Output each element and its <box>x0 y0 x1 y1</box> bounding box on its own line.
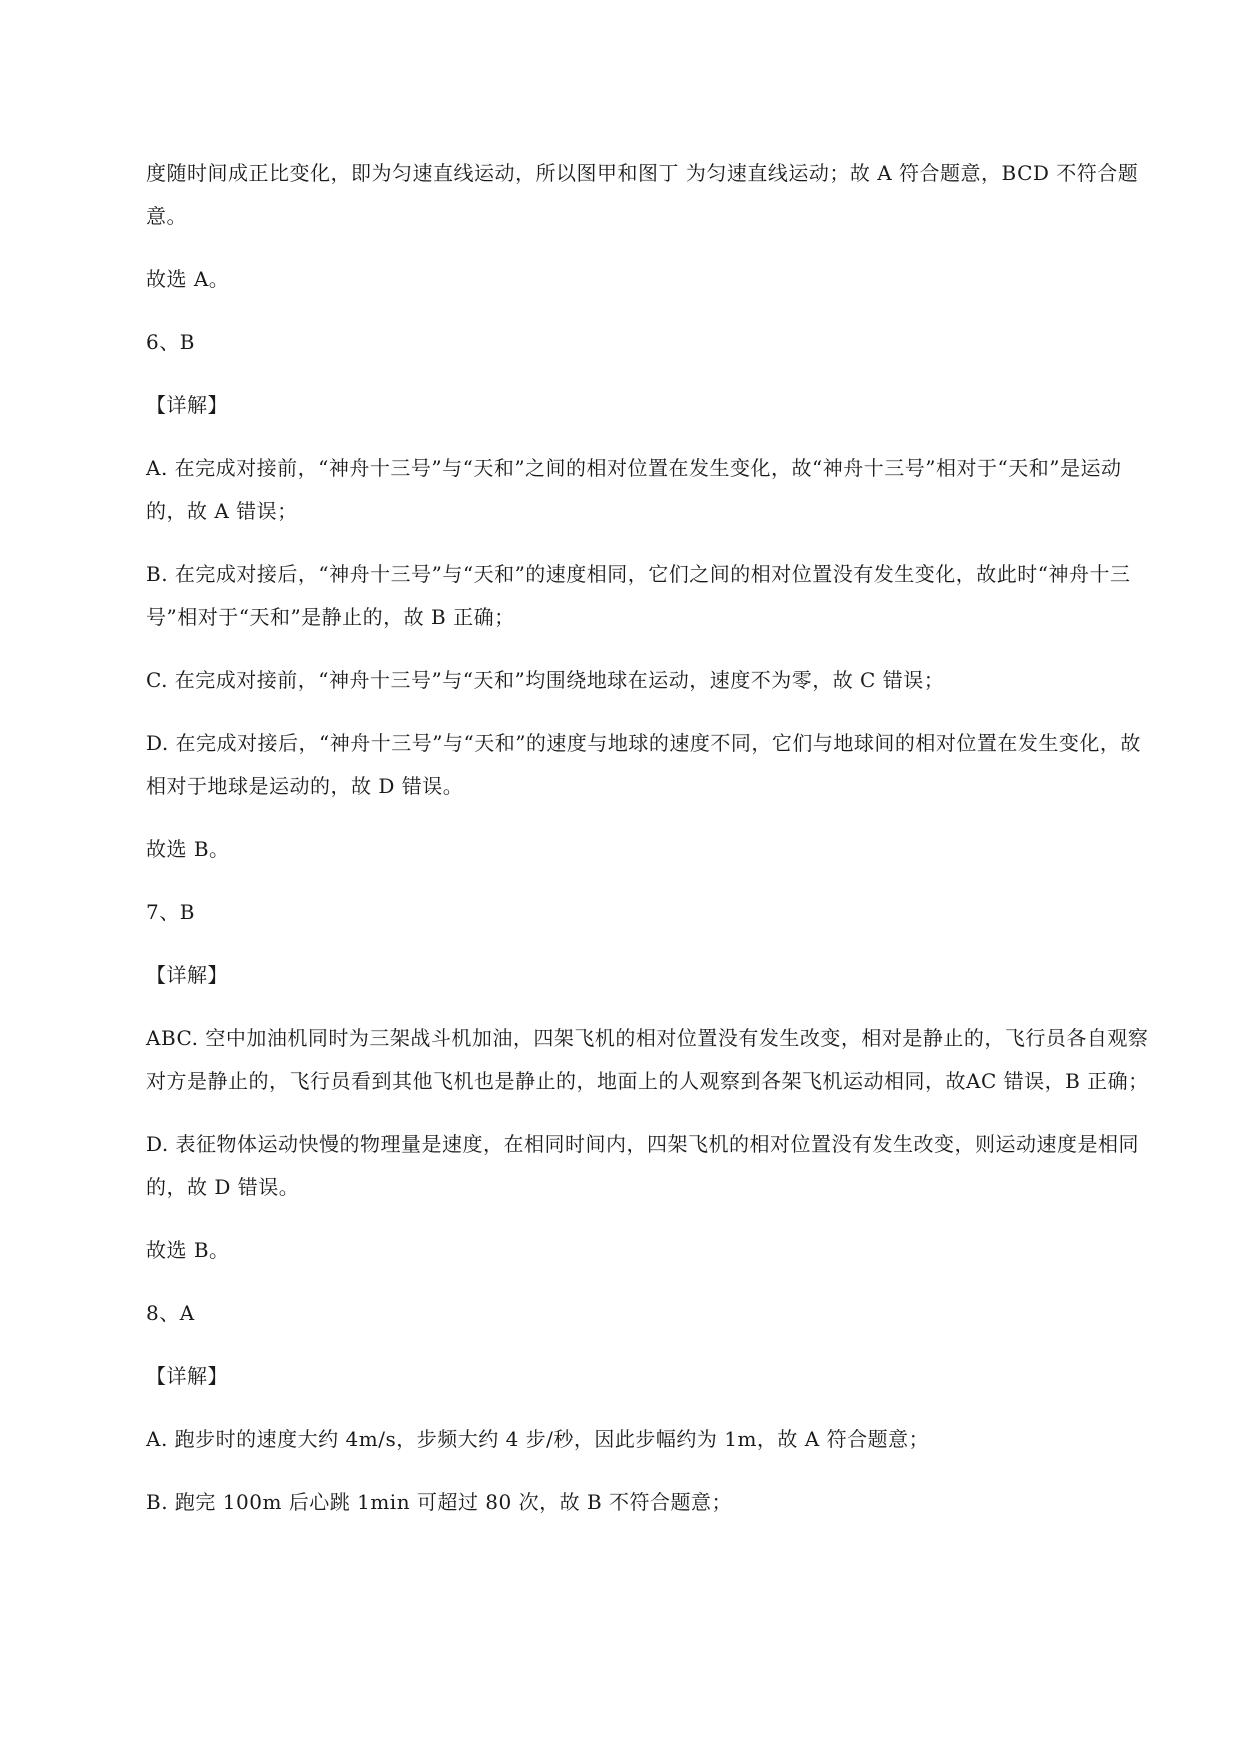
question-6-option-c: C. 在完成对接前，“神舟十三号”与“天和”均围绕地球在运动，速度不为零，故 C 错误； <box>146 668 945 692</box>
question-8-answer: 8、A <box>146 1301 195 1325</box>
question-7-conclusion: 故选 B。 <box>146 1238 230 1262</box>
question-6-answer: 6、B <box>146 330 195 354</box>
question-7-option-d: D. 表征物体运动快慢的物理量是速度，在相同时间内，四架飞机的相对位置没有发生改变，则运动速度是相同的，故 D 错误。 <box>146 1132 1140 1199</box>
question-6-conclusion: 故选 B。 <box>146 837 230 861</box>
paragraph-answer-5: 故选 A。 <box>146 267 230 291</box>
question-7-explanation-heading: 【详解】 <box>146 963 228 987</box>
question-7-option-abc: ABC. 空中加油机同时为三架战斗机加油，四架飞机的相对位置没有发生改变，相对是静止的，飞行员各自观察对方是静止的，飞行员看到其他飞机也是静止的，地面上的人观察到各架飞机运动相同，故AC 错误，B 正确； <box>146 1026 1149 1093</box>
question-6-option-d: D. 在完成对接后，“神舟十三号”与“天和”的速度与地球的速度不同，它们与地球间的相对位置在发生变化，故相对于地球是运动的，故 D 错误。 <box>146 731 1141 798</box>
question-6-explanation-heading: 【详解】 <box>146 393 228 417</box>
question-6-option-b: B. 在完成对接后，“神舟十三号”与“天和”的速度相同，它们之间的相对位置没有发生变化，故此时“神舟十三号”相对于“天和”是静止的，故 B 正确； <box>146 562 1131 629</box>
question-7-answer: 7、B <box>146 900 195 924</box>
answer-explanations <box>146 152 1158 1544</box>
question-8-explanation-heading: 【详解】 <box>146 1364 228 1388</box>
question-8-option-a: A. 跑步时的速度大约 4m/s，步频大约 4 步/秒，因此步幅约为 1m，故 A 符合题意； <box>146 1427 930 1451</box>
paragraph-continuation: 度随时间成正比变化，即为匀速直线运动，所以图甲和图丁 为匀速直线运动；故 A 符合题意，BCD 不符合题意。 <box>146 161 1139 228</box>
question-8-option-b: B. 跑完 100m 后心跳 1min 可超过 80 次，故 B 不符合题意； <box>146 1490 733 1514</box>
question-6-option-a: A. 在完成对接前，“神舟十三号”与“天和”之间的相对位置在发生变化，故“神舟十三号”相对于“天和”是运动的，故 A 错误； <box>146 456 1122 523</box>
